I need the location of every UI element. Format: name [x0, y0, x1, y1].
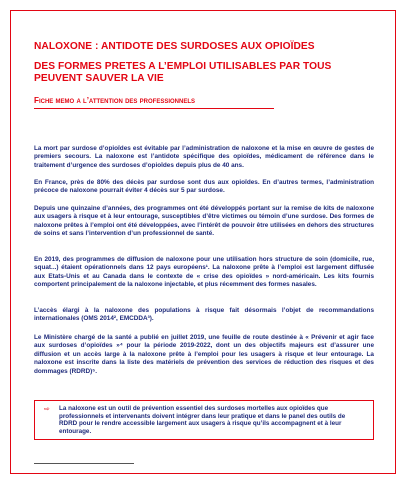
document-title: NALOXONE : ANTIDOTE DES SURDOSES AUX OPIOÏDES [34, 41, 315, 52]
callout-text: La naloxone est un outil de prévention essentiel des surdoses mortelles aux opioïdes que professionnels et intervenants doivent intégrer dans leur pratique et dans le panel des outils de RDRD pour le rendre accessible largement aux usagers à risque qu’ils accompagnent et à leur entourage. [59, 405, 346, 435]
paragraph-france: En France, près de 80% des décès par surdose sont dus aux opioïdes. En d’autres termes, l’administration précoce de naloxone pourrait éviter 4 décès sur 5 par surdose. [34, 179, 374, 195]
paragraph-programs: Depuis une quinzaine d’années, des programmes ont été développés portant sur la remise de kits de naloxone aux usagers à risque et à leur entourage, susceptibles d’être victimes ou témoin d’une surdose. Des formes de naloxone prêtes à l’emploi ont été développées, avec l’intérêt de pouvoir être utilisées en dehors des structures de soins et sans l’intervention d’un professionnel de santé. [34, 205, 374, 238]
footnote-separator [34, 463, 134, 464]
document-title-line2: DES FORMES PRETES A L’EMPLOI UTILISABLES PAR TOUS [34, 61, 332, 72]
callout-box [34, 400, 374, 440]
paragraph-recommendations: L’accès élargi à la naloxone des populations à risque fait désormais l’objet de recommandations internationales (OMS 2014², EMCDDA³). [34, 307, 374, 323]
paragraph-ministry: Le Ministère chargé de la santé a publié en juillet 2019, une feuille de route destinée à « Prévenir et agir face aux surdoses d’opioïdes »⁴ pour la période 2019-2022, dont un des objectifs majeurs est d’assurer une diffusion et un accès large à la naloxone prête à l’emploi pour les usagers à risque et leur entourage. La naloxone est inscrite dans la liste des matériels de prévention des services de réduction des risques et des dommages (RDRD)⁵. [34, 334, 374, 375]
subtitle-underline [34, 108, 274, 109]
document-subtitle: Fiche memo a l’attention des professionnels [34, 96, 195, 105]
arrow-right-icon: ⇨ [44, 405, 50, 413]
paragraph-intro: La mort par surdose d’opioïdes est évitable par l’administration de naloxone et la mise en œuvre de gestes de premiers secours. La naloxone est l’antidote spécifique des opioïdes, médicament de référence dans le traitement d’urgence des surdoses d’opioïdes depuis plus de 40 ans. [34, 145, 374, 169]
document-title-line3: PEUVENT SAUVER LA VIE [34, 73, 164, 84]
paragraph-europe-2019: En 2019, des programmes de diffusion de naloxone pour une utilisation hors structure de soin (domicile, rue, squat...) étaient opérationnels dans 12 pays européens¹. La naloxone prête à l’emploi est largement diffusée aux Etats-Unis et au Canada dans le contexte de « crise des opioïdes » nord-américain. Les kits fournis comportent principalement de la naloxone injectable, et plus récemment des formes nasales. [34, 256, 374, 289]
